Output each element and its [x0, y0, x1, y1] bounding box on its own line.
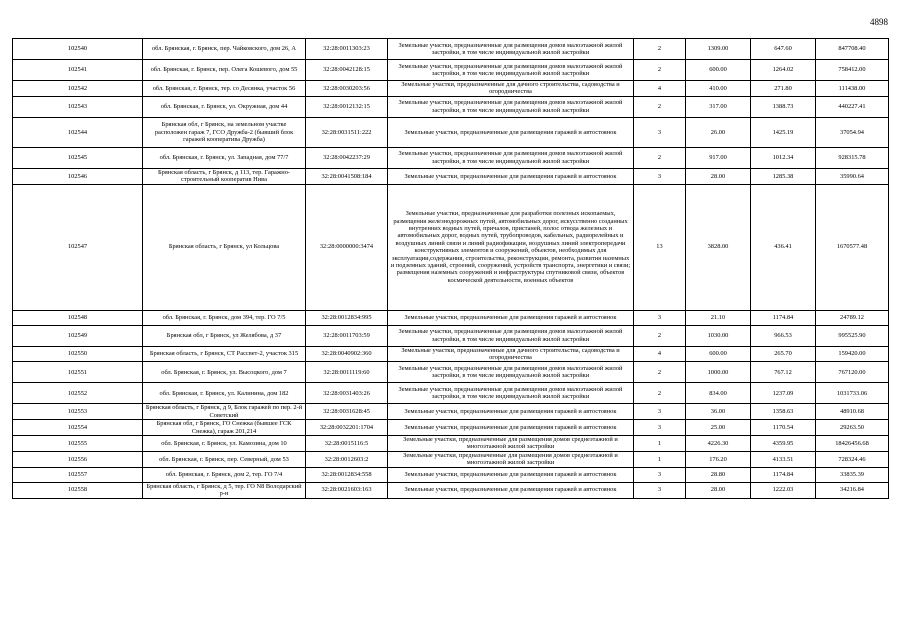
- area-cell: 176.20: [686, 451, 751, 467]
- cadastral-value-cell: 18426456.68: [816, 436, 889, 452]
- address-cell: Брянская обл, г Брянск, ул Желябова, д 37: [143, 325, 306, 346]
- cadastral-number-cell: 32:28:0031403:26: [306, 383, 388, 404]
- address-cell: обл. Брянская, г. Брянск, пер. Олега Кошевого, дом 55: [143, 60, 306, 81]
- cadastral-number-cell: 32:28:0042237:29: [306, 147, 388, 168]
- address-cell: обл. Брянская, г. Брянск, дом 2, тер. ГО 7/4: [143, 467, 306, 482]
- group-number-cell: 2: [634, 147, 686, 168]
- area-cell: 28.00: [686, 482, 751, 498]
- specific-value-cell: 1358.63: [751, 404, 816, 420]
- group-number-cell: 2: [634, 96, 686, 117]
- cadastral-value-cell: 159420.00: [816, 346, 889, 362]
- address-cell: Брянская область, г Брянск, СТ Рассвет-2, участок 315: [143, 346, 306, 362]
- cadastral-number-cell: 32:28:0011703:59: [306, 325, 388, 346]
- row-id-cell: 102556: [13, 451, 143, 467]
- specific-value-cell: 271.80: [751, 81, 816, 97]
- row-id-cell: 102546: [13, 168, 143, 184]
- row-id-cell: 102540: [13, 39, 143, 60]
- group-number-cell: 3: [634, 168, 686, 184]
- cadastral-value-cell: 1670577.48: [816, 184, 889, 310]
- cadastral-value-cell: 37054.94: [816, 117, 889, 147]
- table-row: [13, 346, 889, 362]
- table-row: [13, 420, 889, 436]
- area-cell: 600.00: [686, 346, 751, 362]
- table-row: [13, 39, 889, 60]
- table-row: [13, 147, 889, 168]
- address-cell: обл. Брянская, г. Брянск, ул. Окружная, дом 44: [143, 96, 306, 117]
- area-cell: 1309.00: [686, 39, 751, 60]
- area-cell: 36.00: [686, 404, 751, 420]
- cadastral-value-table: [12, 38, 889, 499]
- table-row: [13, 81, 889, 97]
- group-number-cell: 3: [634, 467, 686, 482]
- table-row: [13, 60, 889, 81]
- land-use-cell: Земельные участки, предназначенные для размещения гаражей и автостоянок: [388, 404, 634, 420]
- specific-value-cell: 1174.84: [751, 467, 816, 482]
- specific-value-cell: 1012.34: [751, 147, 816, 168]
- cadastral-number-cell: 32:28:0041508:184: [306, 168, 388, 184]
- table-row: [13, 482, 889, 498]
- specific-value-cell: 1237.09: [751, 383, 816, 404]
- area-cell: 600.00: [686, 60, 751, 81]
- land-use-cell: Земельные участки, предназначенные для размещения гаражей и автостоянок: [388, 168, 634, 184]
- land-use-cell: Земельные участки, предназначенные для размещения гаражей и автостоянок: [388, 117, 634, 147]
- row-id-cell: 102541: [13, 60, 143, 81]
- cadastral-number-cell: 32:28:0012132:15: [306, 96, 388, 117]
- specific-value-cell: 1222.03: [751, 482, 816, 498]
- address-cell: Брянская обл, г Брянск, ГО Снежка (бывшее ГСК Снежка), гараж 201,214: [143, 420, 306, 436]
- specific-value-cell: 265.70: [751, 346, 816, 362]
- address-cell: Брянская область, г Брянск, д 5, тер. ГО N8 Володарский р-н: [143, 482, 306, 498]
- table-row: [13, 310, 889, 325]
- cadastral-number-cell: 32:28:0021603:163: [306, 482, 388, 498]
- address-cell: Брянская область, г Брянск, д 113, тер. Гаражно-строительный кооператив Нива: [143, 168, 306, 184]
- group-number-cell: 2: [634, 39, 686, 60]
- group-number-cell: 4: [634, 81, 686, 97]
- cadastral-value-cell: 24789.12: [816, 310, 889, 325]
- cadastral-number-cell: 32:28:0011119:60: [306, 362, 388, 383]
- specific-value-cell: 1170.54: [751, 420, 816, 436]
- cadastral-value-cell: 111438.00: [816, 81, 889, 97]
- group-number-cell: 2: [634, 383, 686, 404]
- cadastral-value-cell: 440227.41: [816, 96, 889, 117]
- specific-value-cell: 4133.51: [751, 451, 816, 467]
- cadastral-number-cell: 32:28:0015116:5: [306, 436, 388, 452]
- row-id-cell: 102545: [13, 147, 143, 168]
- table-row: [13, 325, 889, 346]
- row-id-cell: 102549: [13, 325, 143, 346]
- cadastral-value-cell: 758412.00: [816, 60, 889, 81]
- table-row: [13, 184, 889, 310]
- land-use-cell: Земельные участки, предназначенные для дачного строительства, садоводства и огородничества: [388, 81, 634, 97]
- group-number-cell: 3: [634, 420, 686, 436]
- area-cell: 28.00: [686, 168, 751, 184]
- address-cell: обл. Брянская, г. Брянск, пер. Чайковского, дом 26, А: [143, 39, 306, 60]
- specific-value-cell: 1174.84: [751, 310, 816, 325]
- specific-value-cell: 436.41: [751, 184, 816, 310]
- cadastral-value-cell: 928315.78: [816, 147, 889, 168]
- land-use-cell: Земельные участки, предназначенные для размещения домов малоэтажной жилой застройки, в том числе индивидуальной жилой застройки: [388, 325, 634, 346]
- row-id-cell: 102557: [13, 467, 143, 482]
- land-use-cell: Земельные участки, предназначенные для размещения гаражей и автостоянок: [388, 482, 634, 498]
- address-cell: обл. Брянская, г. Брянск, дом 394, тер. ГО 7/5: [143, 310, 306, 325]
- row-id-cell: 102558: [13, 482, 143, 498]
- area-cell: 25.00: [686, 420, 751, 436]
- specific-value-cell: 1425.19: [751, 117, 816, 147]
- land-use-cell: Земельные участки, предназначенные для размещения домов малоэтажной жилой застройки, в том числе индивидуальной жилой застройки: [388, 96, 634, 117]
- land-use-cell: Земельные участки, предназначенные для размещения гаражей и автостоянок: [388, 467, 634, 482]
- cadastral-number-cell: 32:28:0031628:45: [306, 404, 388, 420]
- area-cell: 1030.00: [686, 325, 751, 346]
- cadastral-value-cell: 29263.50: [816, 420, 889, 436]
- cadastral-number-cell: 32:28:0040902:360: [306, 346, 388, 362]
- group-number-cell: 2: [634, 60, 686, 81]
- address-cell: обл. Брянская, г. Брянск, тер. со Десянка, участок 56: [143, 81, 306, 97]
- land-use-cell: Земельные участки, предназначенные для размещения домов малоэтажной жилой застройки, в том числе индивидуальной жилой застройки: [388, 147, 634, 168]
- row-id-cell: 102547: [13, 184, 143, 310]
- address-cell: обл. Брянская, г. Брянск, пер. Северный, дом 53: [143, 451, 306, 467]
- area-cell: 21.10: [686, 310, 751, 325]
- cadastral-number-cell: 32:28:0012603:2: [306, 451, 388, 467]
- area-cell: 834.00: [686, 383, 751, 404]
- row-id-cell: 102553: [13, 404, 143, 420]
- specific-value-cell: 767.12: [751, 362, 816, 383]
- group-number-cell: 3: [634, 482, 686, 498]
- cadastral-value-cell: 33835.39: [816, 467, 889, 482]
- specific-value-cell: 1285.38: [751, 168, 816, 184]
- table-row: [13, 96, 889, 117]
- specific-value-cell: 647.60: [751, 39, 816, 60]
- specific-value-cell: 1264.02: [751, 60, 816, 81]
- land-use-cell: Земельные участки, предназначенные для размещения гаражей и автостоянок: [388, 420, 634, 436]
- area-cell: 410.00: [686, 81, 751, 97]
- row-id-cell: 102548: [13, 310, 143, 325]
- page-number: 4898: [870, 17, 888, 27]
- cadastral-value-cell: 48910.68: [816, 404, 889, 420]
- land-use-cell: Земельные участки, предназначенные для размещения домов среднеэтажной и многоэтажной жилой застройки: [388, 451, 634, 467]
- cadastral-value-cell: 34216.84: [816, 482, 889, 498]
- address-cell: Брянская область, г Брянск, д 9, Блок гаражей по пер. 2-й Советский: [143, 404, 306, 420]
- cadastral-value-cell: 728324.46: [816, 451, 889, 467]
- land-use-cell: Земельные участки, предназначенные для размещения домов среднеэтажной и многоэтажной жилой застройки: [388, 436, 634, 452]
- row-id-cell: 102544: [13, 117, 143, 147]
- land-use-cell: Земельные участки, предназначенные для разработки полезных ископаемых, размещения железнодорожных путей, автомобильных дорог, искусственно созданных внутренних водных путей, причалов, пристаней, полос отвода железных и автомобильных дорог, водных путей, трубопроводов, кабельных, радиорелейных и воздушных линий связи и линий радиофикации, воздушных линий электропередачи конструктивных элементов и сооружений, объектов, необходимых для эксплуатации,содержания, строительства, реконструкции, ремонта, развития наземных и подземных зданий, строений, сооружений, устройств транспорта, энергетики и связи; размещения наземных сооружений и инфраструктуры спутниковой связи, объектов космической деятельности, военных объектов: [388, 184, 634, 310]
- cadastral-number-cell: 32:28:0011303:23: [306, 39, 388, 60]
- cadastral-value-cell: 995525.90: [816, 325, 889, 346]
- row-id-cell: 102542: [13, 81, 143, 97]
- cadastral-number-cell: 32:28:0031511:222: [306, 117, 388, 147]
- table-row: [13, 467, 889, 482]
- table-row: [13, 168, 889, 184]
- row-id-cell: 102551: [13, 362, 143, 383]
- area-cell: 3828.00: [686, 184, 751, 310]
- row-id-cell: 102552: [13, 383, 143, 404]
- cadastral-value-cell: 1031733.06: [816, 383, 889, 404]
- cadastral-number-cell: 32:28:0012834:558: [306, 467, 388, 482]
- cadastral-number-cell: 32:28:0032201:1704: [306, 420, 388, 436]
- area-cell: 26.00: [686, 117, 751, 147]
- table-row: [13, 436, 889, 452]
- group-number-cell: 4: [634, 346, 686, 362]
- cadastral-number-cell: 32:28:0042128:15: [306, 60, 388, 81]
- cadastral-number-cell: 32:28:0012834:995: [306, 310, 388, 325]
- row-id-cell: 102550: [13, 346, 143, 362]
- area-cell: 28.80: [686, 467, 751, 482]
- group-number-cell: 1: [634, 451, 686, 467]
- group-number-cell: 1: [634, 436, 686, 452]
- land-use-cell: Земельные участки, предназначенные для размещения гаражей и автостоянок: [388, 310, 634, 325]
- table-row: [13, 404, 889, 420]
- group-number-cell: 3: [634, 404, 686, 420]
- specific-value-cell: 1388.73: [751, 96, 816, 117]
- land-use-cell: Земельные участки, предназначенные для размещения домов малоэтажной жилой застройки, в том числе индивидуальной жилой застройки: [388, 383, 634, 404]
- address-cell: обл. Брянская, г. Брянск, ул. Камозина, дом 10: [143, 436, 306, 452]
- area-cell: 317.00: [686, 96, 751, 117]
- cadastral-number-cell: 32:28:0030203:56: [306, 81, 388, 97]
- table-row: [13, 451, 889, 467]
- row-id-cell: 102554: [13, 420, 143, 436]
- address-cell: Брянская область, г Брянск, ул Кольцова: [143, 184, 306, 310]
- land-use-cell: Земельные участки, предназначенные для размещения домов малоэтажной жилой застройки, в том числе индивидуальной жилой застройки: [388, 362, 634, 383]
- group-number-cell: 2: [634, 325, 686, 346]
- address-cell: обл. Брянская, г. Брянск, ул. Западная, дом 77/7: [143, 147, 306, 168]
- land-use-cell: Земельные участки, предназначенные для дачного строительства, садоводства и огородничества: [388, 346, 634, 362]
- group-number-cell: 2: [634, 362, 686, 383]
- address-cell: обл. Брянская, г. Брянск, ул. Высоцкого, дом 7: [143, 362, 306, 383]
- table-row: [13, 383, 889, 404]
- area-cell: 4226.30: [686, 436, 751, 452]
- cadastral-value-cell: 35990.64: [816, 168, 889, 184]
- address-cell: обл. Брянская, г. Брянск, ул. Калинина, дом 182: [143, 383, 306, 404]
- table-row: [13, 362, 889, 383]
- cadastral-number-cell: 32:28:0000000:3474: [306, 184, 388, 310]
- land-use-cell: Земельные участки, предназначенные для размещения домов малоэтажной жилой застройки, в том числе индивидуальной жилой застройки: [388, 39, 634, 60]
- group-number-cell: 13: [634, 184, 686, 310]
- group-number-cell: 3: [634, 117, 686, 147]
- cadastral-value-cell: 767120.00: [816, 362, 889, 383]
- row-id-cell: 102543: [13, 96, 143, 117]
- address-cell: Брянская обл, г Брянск, на земельном участке расположен гараж 7, ГСО Дружба-2 (бывший блок гаражей кооператива Дружба): [143, 117, 306, 147]
- land-use-cell: Земельные участки, предназначенные для размещения домов малоэтажной жилой застройки, в том числе индивидуальной жилой застройки: [388, 60, 634, 81]
- specific-value-cell: 966.53: [751, 325, 816, 346]
- area-cell: 917.00: [686, 147, 751, 168]
- area-cell: 1000.00: [686, 362, 751, 383]
- cadastral-value-cell: 847708.40: [816, 39, 889, 60]
- specific-value-cell: 4359.95: [751, 436, 816, 452]
- group-number-cell: 3: [634, 310, 686, 325]
- row-id-cell: 102555: [13, 436, 143, 452]
- table-row: [13, 117, 889, 147]
